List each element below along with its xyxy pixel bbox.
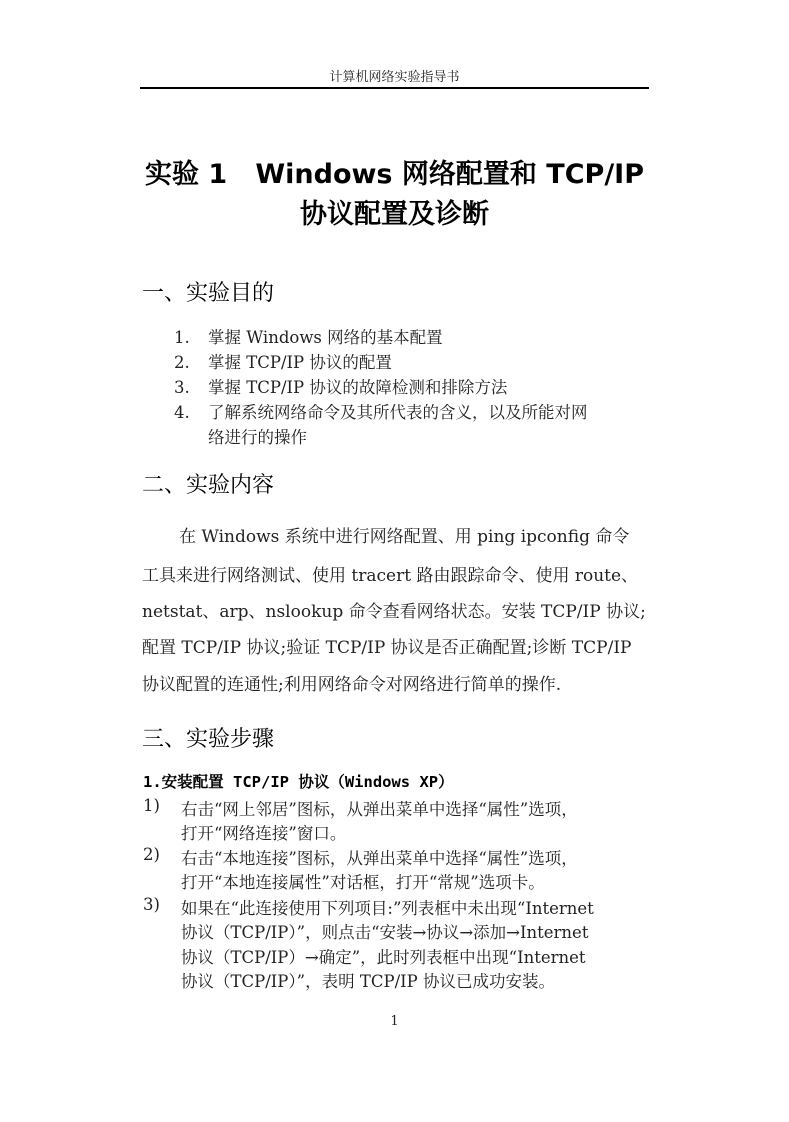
step-text: 右击“本地连接”图标，从弹出菜单中选择“属性”选项，	[181, 849, 578, 868]
subsection-heading: 1.安装配置 TCP/IP 协议（Windows XP）	[143, 773, 454, 791]
objective-item	[174, 399, 588, 423]
objective-item	[174, 374, 507, 398]
objective-text-continued: 络进行的操作	[208, 428, 307, 447]
objective-number: 4.	[174, 403, 190, 422]
objective-text: 掌握 TCP/IP 协议的配置	[208, 353, 392, 372]
content-paragraph-line: 工具来进行网络测试、使用 tracert 路由跟踪命令、使用 route、	[142, 566, 639, 586]
page-header: 计算机网络实验指导书	[329, 70, 460, 85]
document-title-line-1: 实验 1 Windows 网络配置和 TCP/IP	[144, 159, 645, 190]
document-title-line-2: 协议配置及诊断	[300, 199, 489, 230]
content-paragraph-line: 在 Windows 系统中进行网络配置、用 ping ipconfig 命令	[179, 527, 630, 547]
page-number: 1	[390, 1014, 399, 1029]
step-text: 协议（TCP/IP）”，表明 TCP/IP 协议已成功安装。	[181, 972, 555, 991]
step-text: 右击“网上邻居”图标，从弹出菜单中选择“属性”选项，	[181, 800, 578, 819]
content-paragraph-line: netstat、arp、nslookup 命令查看网络状态。安装 TCP/IP 协议;	[142, 602, 646, 622]
objective-item	[174, 349, 392, 373]
objective-text: 掌握 Windows 网络的基本配置	[208, 328, 443, 347]
step-text: 如果在“此连接使用下列项目:”列表框中未出现“Internet	[181, 899, 594, 918]
header-rule	[140, 87, 649, 89]
step-number: 2)	[143, 845, 160, 864]
objective-number: 2.	[174, 353, 190, 372]
section-heading-content: 二、实验内容	[142, 473, 275, 498]
step-text: 协议（TCP/IP）”，则点击“安装→协议→添加→Internet	[181, 923, 589, 942]
section-heading-steps: 三、实验步骤	[142, 727, 275, 752]
objective-number: 1.	[174, 328, 190, 347]
step-text: 协议（TCP/IP）→确定”，此时列表框中出现“Internet	[181, 948, 586, 967]
step-number: 3)	[143, 895, 160, 914]
objective-item	[174, 324, 443, 348]
content-paragraph-line: 配置 TCP/IP 协议;验证 TCP/IP 协议是否正确配置;诊断 TCP/IP	[142, 638, 632, 658]
section-heading-objectives: 一、实验目的	[142, 281, 275, 306]
step-number: 1)	[143, 796, 160, 815]
step-text: 打开“本地连接属性”对话框，打开“常规”选项卡。	[181, 873, 545, 892]
content-paragraph-line: 协议配置的连通性;利用网络命令对网络进行简单的操作.	[142, 675, 562, 695]
objective-text: 了解系统网络命令及其所代表的含义，以及所能对网	[208, 403, 588, 422]
objective-text: 掌握 TCP/IP 协议的故障检测和排除方法	[208, 378, 508, 397]
objective-number: 3.	[174, 378, 190, 397]
step-text: 打开“网络连接”窗口。	[181, 824, 347, 843]
